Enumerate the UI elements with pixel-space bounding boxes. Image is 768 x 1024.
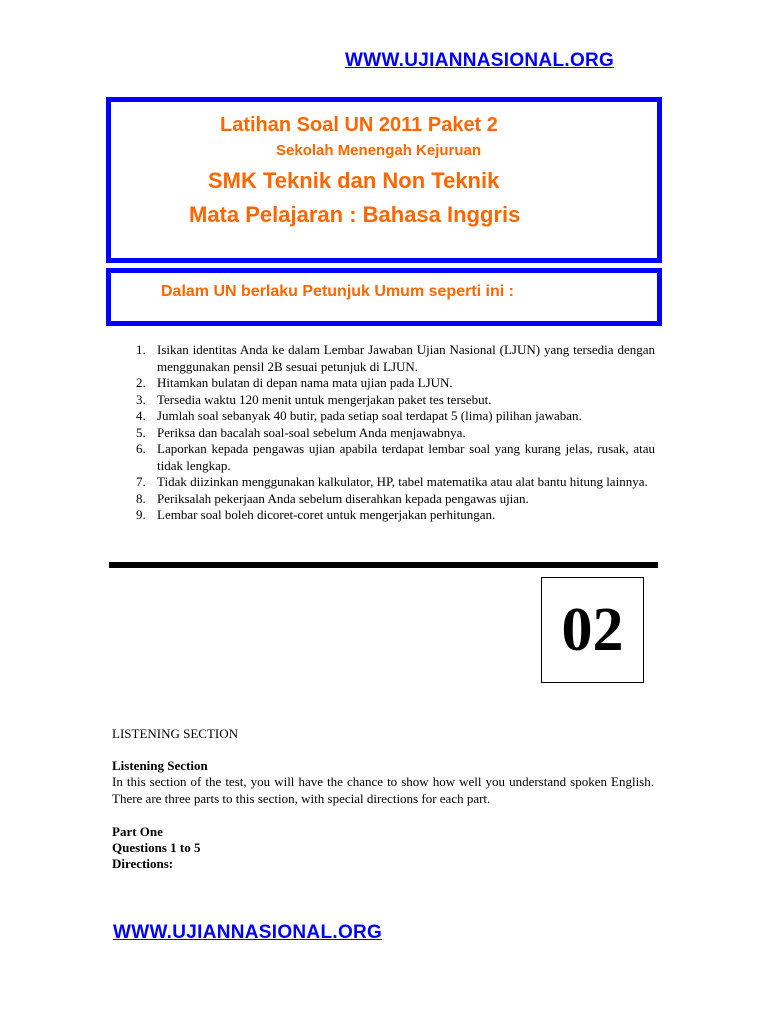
list-item: 3. Tersedia waktu 120 menit untuk mengerjakan paket tes tersebut. xyxy=(136,391,492,407)
title-box xyxy=(106,97,662,263)
part-one-label: Part One xyxy=(112,824,163,839)
title-program: SMK Teknik dan Non Teknik xyxy=(208,168,500,193)
list-item: 7. Tidak diizinkan menggunakan kalkulator, HP, tabel matematika atau alat bantu hitung lainnya. xyxy=(136,474,648,489)
list-item: 9. Lembar soal boleh dicoret-coret untuk mengerjakan perhitungan. xyxy=(136,507,496,522)
title-exam-name: Latihan Soal UN 2011 Paket 2 xyxy=(220,114,498,136)
instruction-note-box xyxy=(106,268,662,326)
section-divider xyxy=(109,562,658,568)
list-item: 4. Jumlah soal sebanyak 40 butir, pada setiap soal terdapat 5 (lima) pilihan jawaban. xyxy=(136,408,582,423)
listening-section-heading: LISTENING SECTION xyxy=(112,726,239,741)
title-school-level: Sekolah Menengah Kejuruan xyxy=(276,142,482,159)
list-item: 8. Periksalah pekerjaan Anda sebelum diserahkan kepada pengawas ujian. xyxy=(136,490,529,506)
title-subject: Mata Pelajaran : Bahasa Inggris xyxy=(189,202,521,227)
list-item: 5. Periksa dan bacalah soal-soal sebelum Anda menjawabnya. xyxy=(136,424,466,440)
list-item: 2. Hitamkan bulatan di depan nama mata ujian pada LJUN. xyxy=(136,375,453,390)
directions-label: Directions: xyxy=(112,856,174,871)
listening-section-paragraph: In this section of the test, you will have the chance to show how well you understand spoken English. There are three parts to this section, with special directions for each part. xyxy=(112,774,654,806)
list-item: 1. Isikan identitas Anda ke dalam Lembar Jawaban Ujian Nasional (LJUN) yang tersedia dengan menggunakan pensil 2B sesuai petunjuk di LJUN. xyxy=(136,342,655,374)
package-code-box: 02 xyxy=(541,577,644,683)
list-item: 6. Laporkan kepada pengawas ujian apabila terdapat lembar soal yang kurang jelas, rusak, atau tidak lengkap. xyxy=(136,441,655,473)
general-instructions-list xyxy=(130,342,655,524)
questions-range-label: Questions 1 to 5 xyxy=(112,840,201,855)
instruction-note-text: Dalam UN berlaku Petunjuk Umum seperti ini : xyxy=(161,283,514,300)
header-website-link[interactable]: WWW.UJIANNASIONAL.ORG xyxy=(345,50,615,71)
listening-section-subheading: Listening Section xyxy=(112,758,208,773)
footer-website-link[interactable]: WWW.UJIANNASIONAL.ORG xyxy=(113,922,383,943)
